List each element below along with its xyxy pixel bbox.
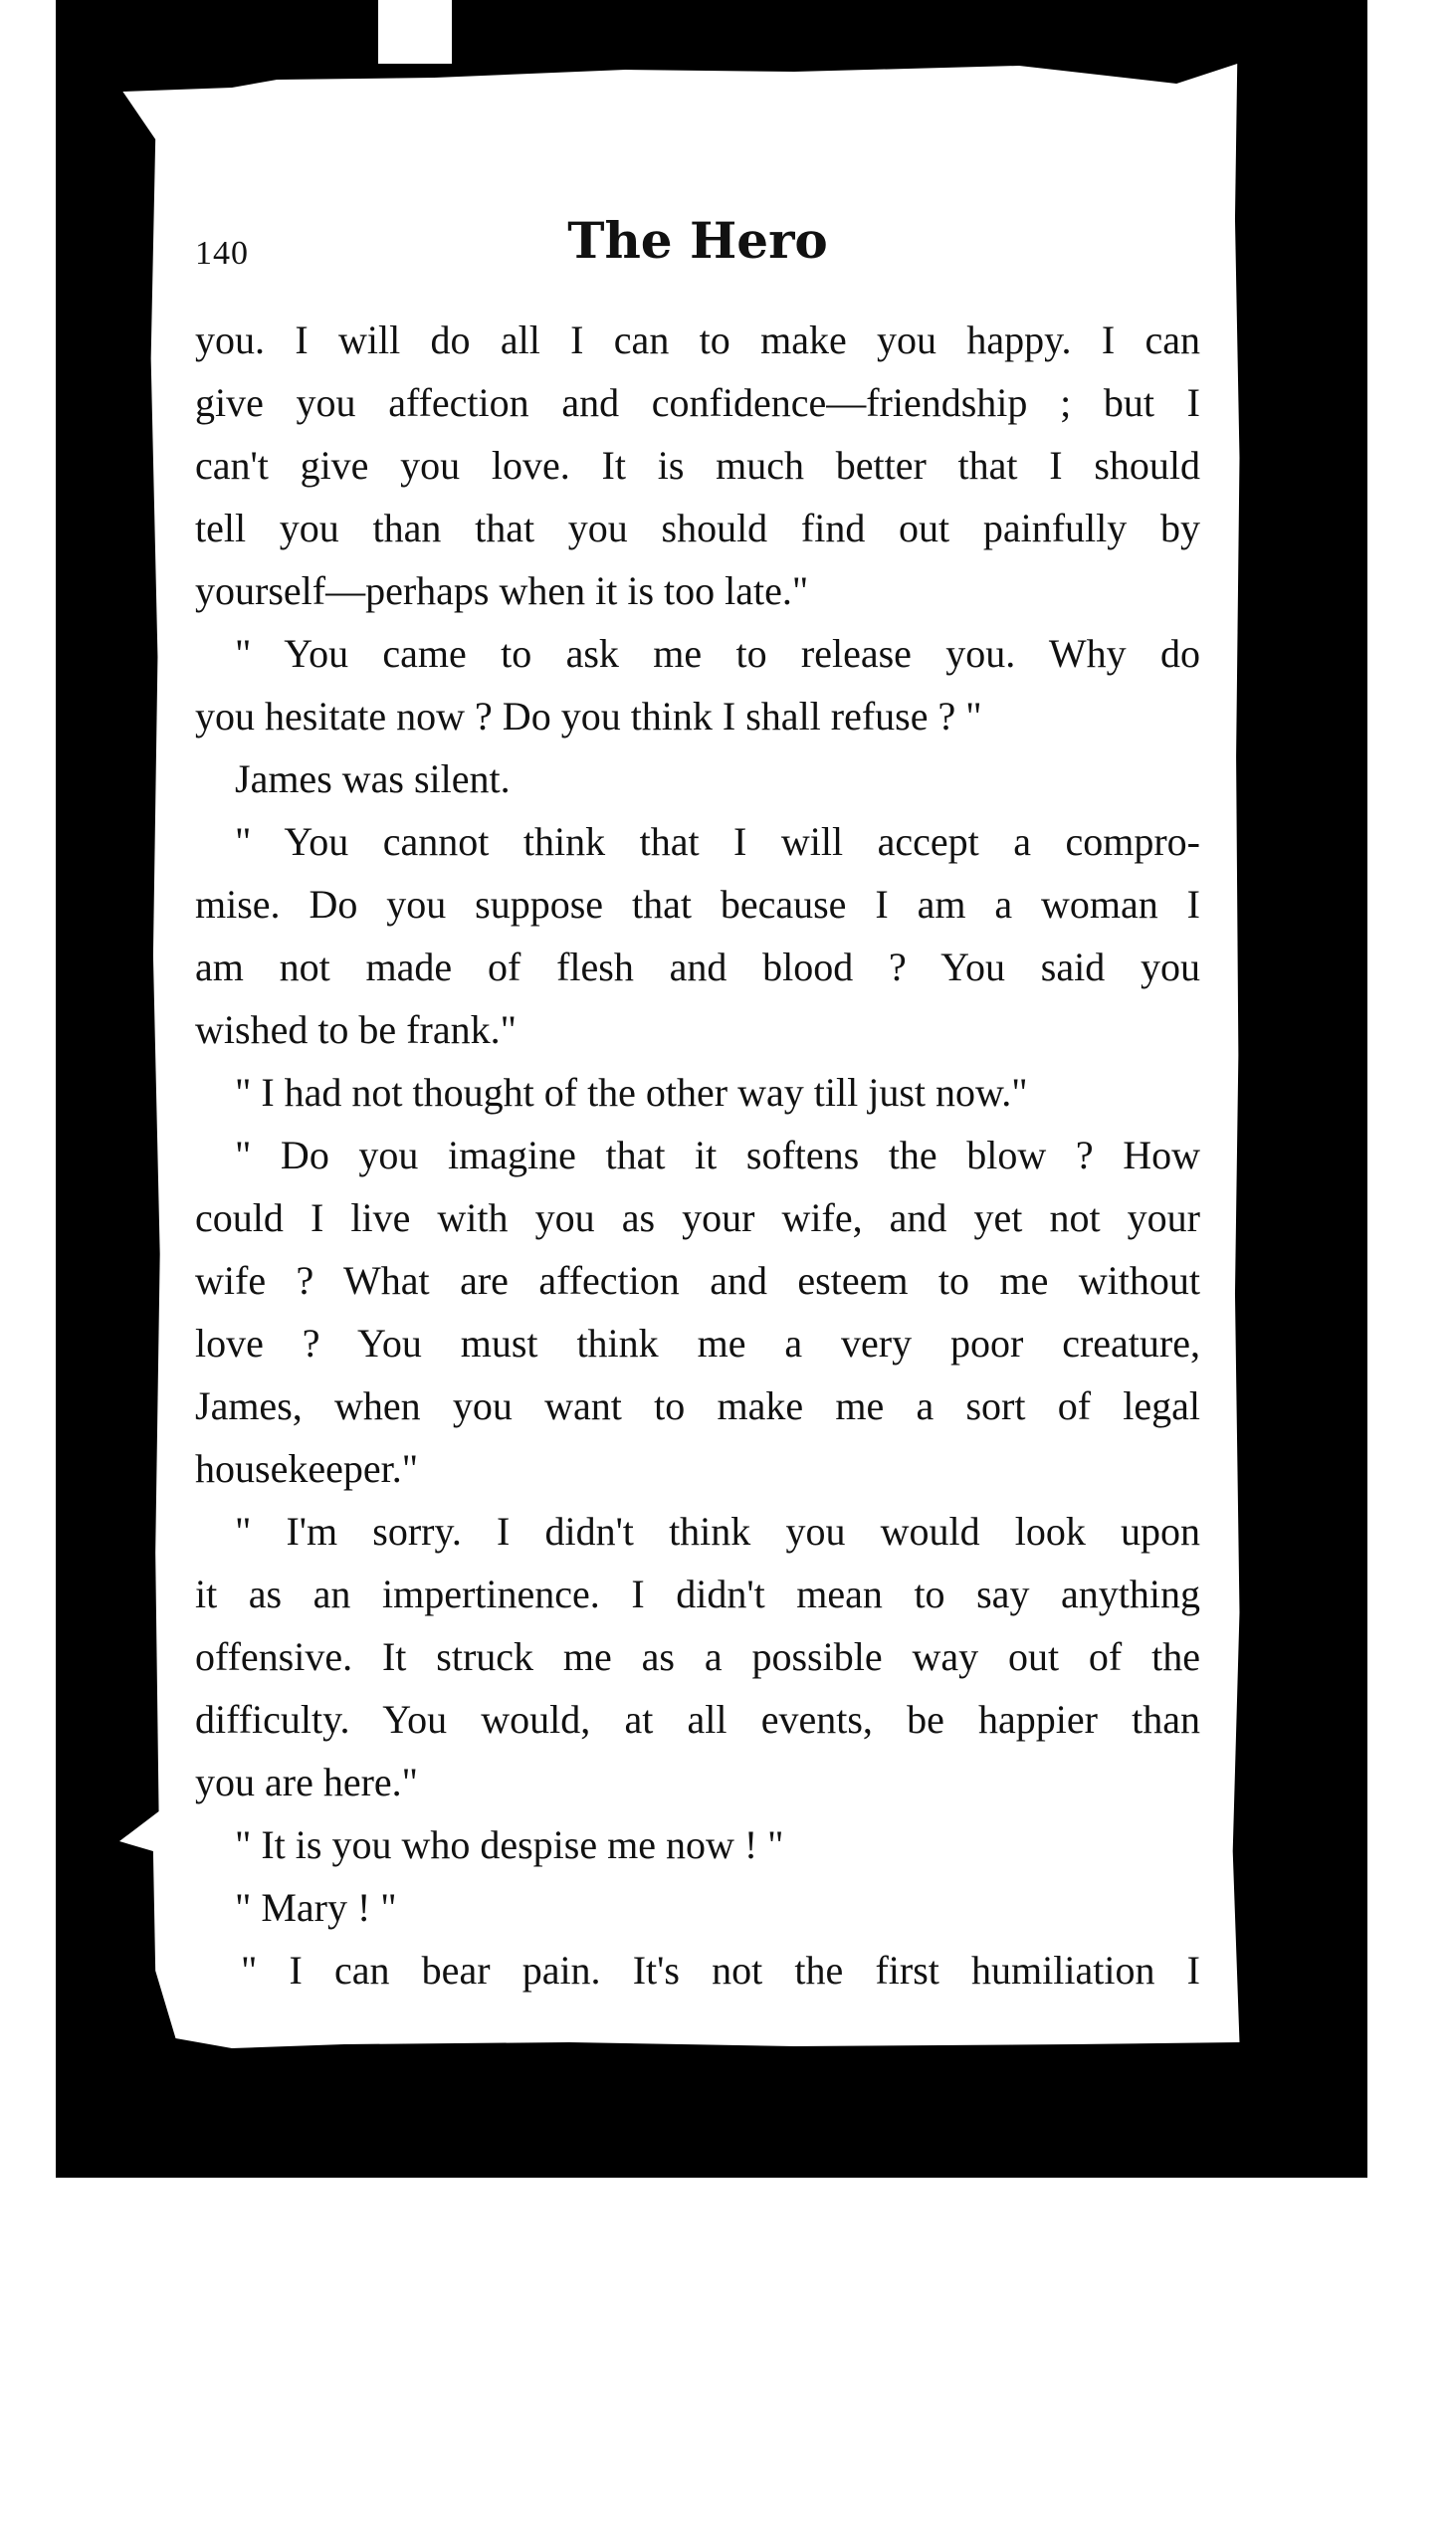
text-line: " I had not thought of the other way till just now." (235, 1070, 1028, 1115)
text-line: " I'm sorry. I didn't think you would look upon (235, 1509, 1200, 1554)
text-line: it as an impertinence. I didn't mean to say anything (195, 1572, 1200, 1616)
text-line: James, when you want to make me a sort of legal (195, 1383, 1200, 1428)
text-line: you hesitate now ? Do you think I shall refuse ? " (195, 694, 982, 738)
text-line: " You came to ask me to release you. Why do (235, 631, 1200, 676)
text-line: give you affection and confidence—friendship ; but I (195, 380, 1200, 425)
running-head (195, 199, 1200, 309)
text-line: am not made of flesh and blood ? You said you (195, 945, 1200, 989)
text-line: wife ? What are affection and esteem to me without (195, 1258, 1200, 1303)
page-number: 140 (195, 235, 249, 272)
text-line: you are here." (195, 1760, 418, 1804)
book-page (195, 199, 1200, 2002)
paper-tab (378, 0, 452, 64)
body-text (195, 309, 1200, 2002)
text-line: can't give you love. It is much better that I should (195, 443, 1200, 488)
text-line: " You cannot think that I will accept a compro- (235, 819, 1200, 864)
text-line: mise. Do you suppose that because I am a woman I (195, 882, 1200, 927)
text-line: " Mary ! " (235, 1885, 397, 1930)
text-line: difficulty. You would, at all events, be happier than (195, 1697, 1200, 1742)
text-line: love ? You must think me a very poor creature, (195, 1321, 1200, 1366)
text-line: " Do you imagine that it softens the blow ? How (235, 1133, 1200, 1177)
text-line: " I can bear pain. It's not the first humiliation I (241, 1948, 1200, 1993)
text-line: could I live with you as your wife, and yet not your (195, 1195, 1200, 1240)
text-line: housekeeper." (195, 1446, 419, 1491)
text-line: you. I will do all I can to make you happy. I can (195, 317, 1200, 362)
text-line: wished to be frank." (195, 1007, 517, 1052)
text-line: " It is you who despise me now ! " (235, 1822, 784, 1867)
text-line: offensive. It struck me as a possible way out of the (195, 1634, 1200, 1679)
text-line: James was silent. (235, 756, 511, 801)
text-line: yourself—perhaps when it is too late." (195, 568, 809, 613)
text-line: tell you than that you should find out painfully by (195, 506, 1200, 550)
running-title: The Hero (567, 211, 828, 270)
